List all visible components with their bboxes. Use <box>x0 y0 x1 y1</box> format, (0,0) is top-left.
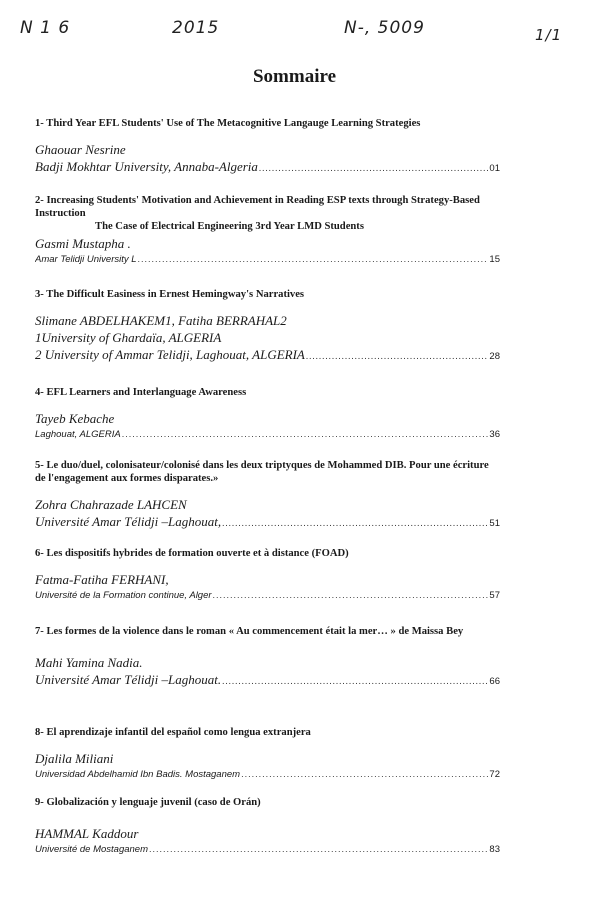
toc-entry[interactable] <box>35 796 500 857</box>
entry-affiliation: Amar Telidji University L <box>35 254 137 265</box>
entry-affiliation: Université de la Formation continue, Alger <box>35 590 212 601</box>
entry-title-main: 2- Increasing Students' Motivation and Achievement in Reading ESP texts through Strategy-Based Instruction <box>35 195 480 219</box>
entry-title <box>35 194 500 233</box>
entry-author: Fatma-Fatiha FERHANI, <box>35 572 169 587</box>
handwritten-note-ref: N-, 5009 <box>344 18 425 38</box>
entry-author: Ghaouar Nesrine <box>35 142 126 157</box>
entry-author: Tayeb Kebache <box>35 411 115 426</box>
toc-entry[interactable] <box>35 625 500 690</box>
entry-title: 9- Globalización y lenguaje juvenil (caso de Orán) <box>35 797 261 808</box>
entry-affiliation: Laghouat, ALGERIA <box>35 429 121 440</box>
entry-affiliation: Université de Mostaganem <box>35 844 148 855</box>
entry-author: Mahi Yamina Nadia. <box>35 655 143 670</box>
dot-leader <box>306 348 489 365</box>
toc-entry[interactable] <box>35 547 500 603</box>
dot-leader <box>222 673 488 690</box>
toc-entry[interactable] <box>35 288 500 365</box>
entry-affiliation: Badji Mokhtar University, Annaba-Algeria <box>35 159 258 174</box>
entry-title: 6- Les dispositifs hybrides de formation ouverte et à distance (FOAD) <box>35 548 349 559</box>
entry-title: 4- EFL Learners and Interlanguage Awareness <box>35 387 247 398</box>
page-title: Sommaire <box>252 66 337 87</box>
entry-author: Slimane ABDELHAKEM1, Fatiha BERRAHAL2 <box>35 313 287 328</box>
entry-affiliation: 2 University of Ammar Telidji, Laghouat, ALGERIA <box>35 347 305 362</box>
entry-author: Zohra Chahrazade LAHCEN <box>35 497 187 512</box>
dot-leader <box>149 842 488 856</box>
entry-page-number: 83 <box>489 844 500 855</box>
entry-page-number: 36 <box>489 429 500 440</box>
entry-page-number: 15 <box>489 254 500 265</box>
handwritten-note-year: 2015 <box>172 18 220 38</box>
toc-entry[interactable] <box>35 194 500 267</box>
toc-entry[interactable] <box>35 459 500 532</box>
entry-affiliation-1: 1University of Ghardaïa, ALGERIA <box>35 330 222 345</box>
entry-affiliation: Université Amar Télidji –Laghouat. <box>35 672 222 687</box>
dot-leader <box>138 252 489 266</box>
toc-entry[interactable] <box>35 117 500 177</box>
handwritten-note-fraction: 1/1 <box>535 26 563 44</box>
entry-page-number: 66 <box>489 676 500 687</box>
dot-leader <box>122 427 489 441</box>
dot-leader <box>213 588 489 602</box>
entry-page-number: 01 <box>489 163 500 174</box>
entry-page-number: 72 <box>489 769 500 780</box>
entry-title: 5- Le duo/duel, colonisateur/colonisé dans les deux triptyques de Mohammed DIB. Pour une écriture de l'engagement aux formes disparates.» <box>35 460 489 484</box>
dot-leader <box>222 515 488 532</box>
handwritten-note-number: N 1 6 <box>20 18 71 38</box>
entry-affiliation: Universidad Abdelhamid Ibn Badis. Mostaganem <box>35 769 241 780</box>
entry-title: 1- Third Year EFL Students' Use of The Metacognitive Langauge Learning Strategies <box>35 118 421 129</box>
entry-title: 8- El aprendizaje infantil del español como lengua extranjera <box>35 727 311 738</box>
entry-author: Djalila Miliani <box>35 751 114 766</box>
entry-affiliation: Université Amar Télidji –Laghouat, <box>35 514 222 529</box>
entry-author: Gasmi Mustapha . <box>35 236 131 251</box>
dot-leader <box>259 160 489 177</box>
toc-entry[interactable] <box>35 726 500 782</box>
dot-leader <box>241 767 488 781</box>
entry-page-number: 51 <box>489 518 500 529</box>
entry-title: 3- The Difficult Easiness in Ernest Hemingway's Narratives <box>35 289 305 300</box>
entry-subtitle: The Case of Electrical Engineering 3rd Year LMD Students <box>95 221 364 232</box>
entry-page-number: 57 <box>489 590 500 601</box>
entry-author: HAMMAL Kaddour <box>35 826 139 841</box>
entry-title: 7- Les formes de la violence dans le roman « Au commencement était la mer… » de Maissa Bey <box>35 626 464 637</box>
entry-page-number: 28 <box>489 351 500 362</box>
toc-entry[interactable] <box>35 386 500 442</box>
